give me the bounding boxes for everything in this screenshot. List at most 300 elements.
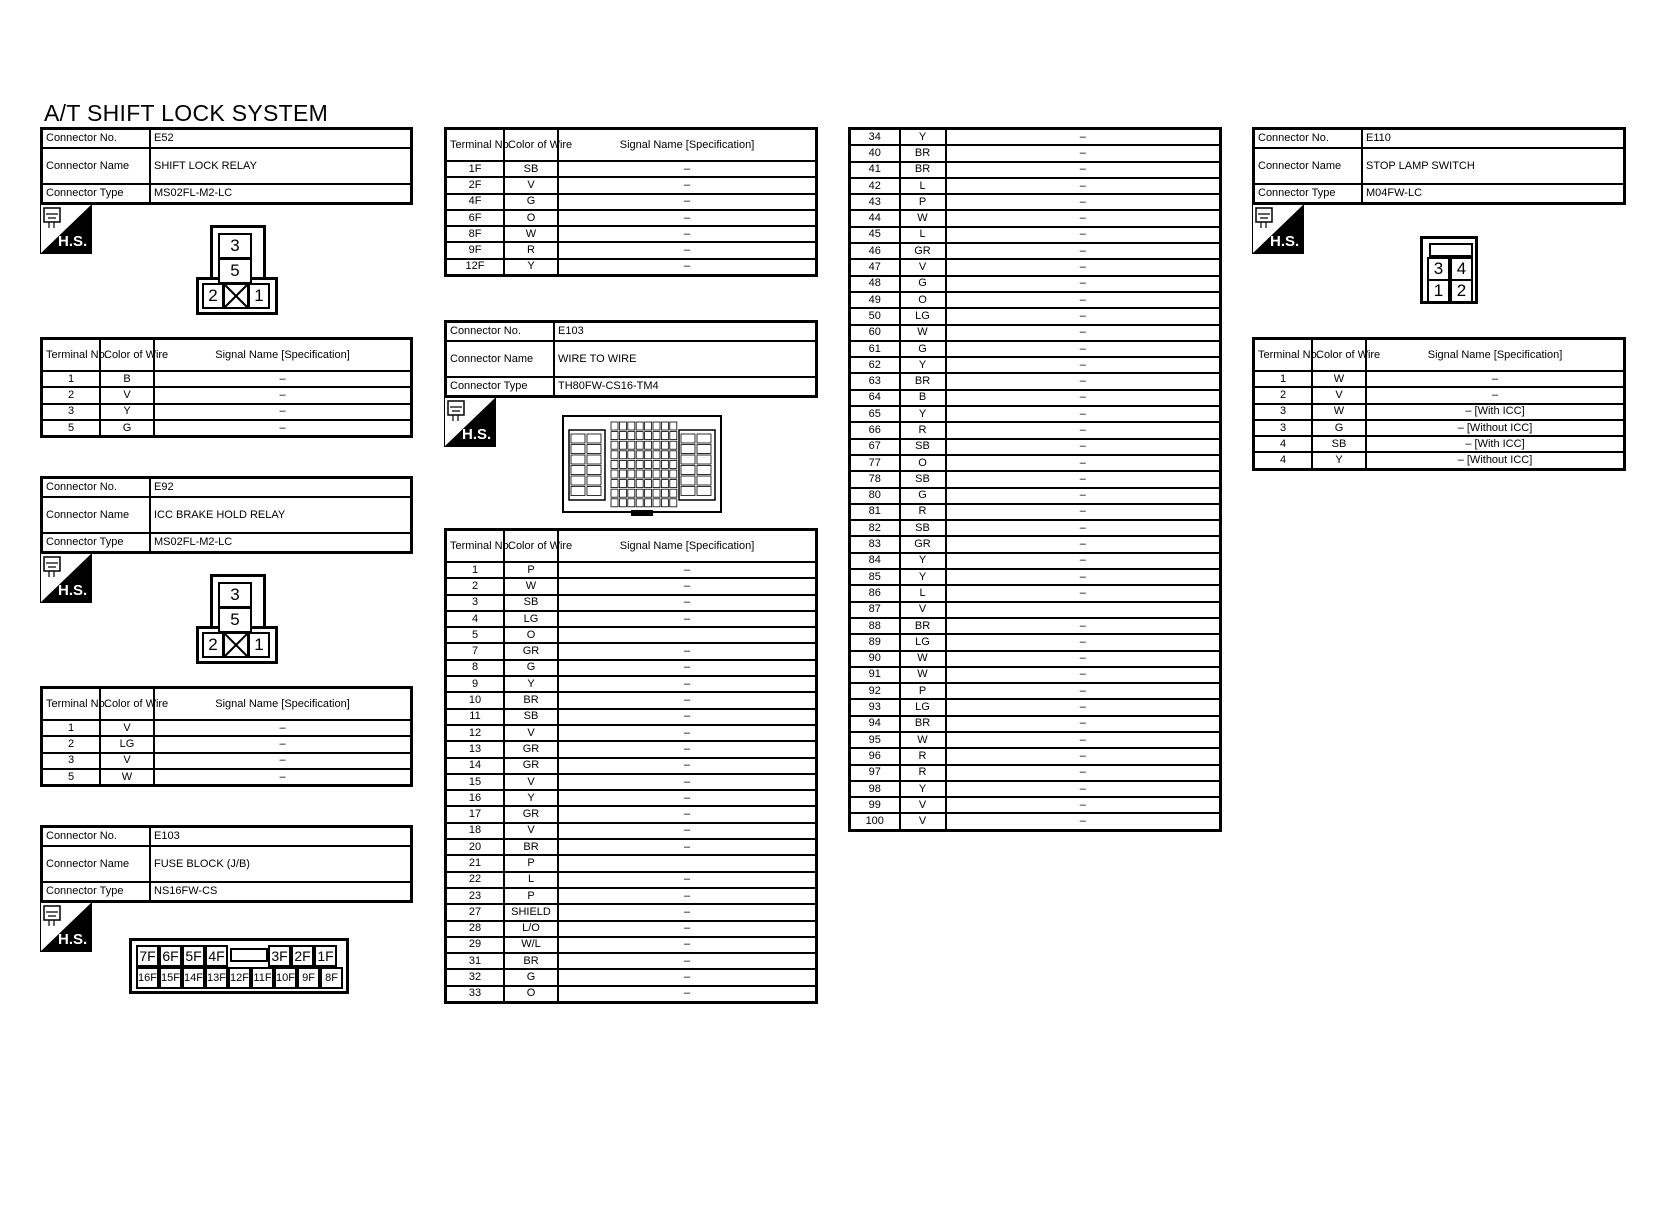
wire-color-cell: V [504, 823, 558, 839]
table-row [850, 145, 1221, 161]
table-row [42, 753, 412, 769]
wire-color-cell: W [900, 732, 946, 748]
label-connector-name: Connector Name [42, 846, 151, 882]
signal-name-cell: – [558, 937, 817, 953]
terminal-no-cell: 1F [446, 161, 505, 177]
signal-name-cell: – [946, 373, 1221, 389]
table-row [42, 387, 412, 403]
e103-wire-terminal-table-2 [848, 127, 1222, 832]
fuse-pin-label: 10F [274, 967, 297, 989]
signal-name-cell: – [946, 422, 1221, 438]
connector-no-value: E110 [1362, 129, 1625, 149]
terminal-no-cell: 92 [850, 683, 900, 699]
label-connector-type: Connector Type [42, 533, 151, 553]
terminal-no-cell: 15 [446, 774, 505, 790]
terminal-no-cell: 2 [42, 736, 101, 752]
wire-color-cell: O [504, 986, 558, 1003]
table-row [1254, 371, 1625, 387]
wire-color-cell: V [100, 753, 154, 769]
fuse-pin-label: 12F [228, 967, 251, 989]
connector-cavity [628, 489, 635, 497]
signal-name-cell: – [1366, 387, 1625, 403]
wire-color-cell: GR [504, 741, 558, 757]
terminal-no-cell: 1 [42, 720, 101, 736]
connector-cavity [681, 466, 695, 475]
signal-name-cell: – [With ICC] [1366, 404, 1625, 420]
col-color-of-wire: Color of Wire [504, 129, 558, 162]
connector-cavity [670, 489, 677, 497]
terminal-no-cell: 9F [446, 242, 505, 258]
wire-color-cell: BR [900, 716, 946, 732]
wire-color-cell: O [900, 292, 946, 308]
page-title: A/T SHIFT LOCK SYSTEM [44, 100, 329, 126]
table-row [446, 611, 817, 627]
connector-cavity [636, 489, 643, 497]
col-signal-name: Signal Name [Specification] [1366, 339, 1625, 372]
table-row [850, 667, 1221, 683]
table-row [446, 595, 817, 611]
wire-color-cell: P [504, 562, 558, 578]
table-row [42, 371, 412, 387]
wire-color-cell: R [900, 504, 946, 520]
signal-name-cell: – [946, 390, 1221, 406]
harness-side-icon [444, 397, 496, 447]
table-row [850, 406, 1221, 422]
wire-color-cell: L [900, 585, 946, 601]
wire-color-cell: Y [900, 406, 946, 422]
connector-cavity [636, 422, 643, 430]
connector-cavity [619, 451, 626, 459]
pin-label: 5 [218, 258, 252, 284]
connector-e103-wire-info [444, 320, 818, 398]
table-row [1254, 452, 1625, 469]
connector-cavity [571, 476, 585, 485]
label-connector-type: Connector Type [42, 882, 151, 902]
wire-color-cell: Y [900, 553, 946, 569]
label-connector-name: Connector Name [446, 341, 555, 377]
connector-cavity [661, 470, 668, 478]
hs-label: H.S. [58, 582, 88, 599]
col-terminal-no: Terminal No. [446, 530, 505, 563]
terminal-no-cell: 4 [1254, 452, 1313, 469]
table-row [1254, 436, 1625, 452]
signal-name-cell: – [558, 790, 817, 806]
terminal-no-cell: 5 [42, 420, 101, 437]
wire-color-cell: P [900, 194, 946, 210]
connector-cavity [670, 441, 677, 449]
wire-color-cell: W [504, 226, 558, 242]
label-connector-name: Connector Name [42, 497, 151, 533]
wire-color-cell: GR [504, 643, 558, 659]
wire-color-cell: Y [504, 790, 558, 806]
signal-name-cell: – [946, 210, 1221, 226]
connector-cavity [653, 441, 660, 449]
signal-name-cell: – [154, 736, 412, 752]
connector-cavity [653, 470, 660, 478]
table-row [850, 341, 1221, 357]
connector-cavity [681, 476, 695, 485]
fuse-pin-label: 3F [268, 945, 291, 967]
table-row [446, 839, 817, 855]
wire-color-cell: Y [504, 259, 558, 276]
fuse-pin-label: 7F [136, 945, 159, 967]
wire-color-cell: G [504, 969, 558, 985]
label-connector-no: Connector No. [446, 322, 555, 342]
signal-name-cell: – [558, 660, 817, 676]
wire-color-cell: SB [900, 471, 946, 487]
table-row [42, 769, 412, 786]
signal-name-cell: – [558, 259, 817, 276]
terminal-no-cell: 13 [446, 741, 505, 757]
wire-color-cell: L [900, 178, 946, 194]
connector-cavity [645, 470, 652, 478]
wire-color-cell: Y [900, 781, 946, 797]
wire-color-cell: B [900, 390, 946, 406]
signal-name-cell: – [154, 371, 412, 387]
fuse-pin-label: 2F [291, 945, 314, 967]
signal-name-cell: – [1366, 371, 1625, 387]
wire-color-cell: Y [900, 357, 946, 373]
table-row [850, 357, 1221, 373]
terminal-no-cell: 41 [850, 162, 900, 178]
connector-cavity [611, 432, 618, 440]
connector-cavity [661, 451, 668, 459]
signal-name-cell: – [558, 904, 817, 920]
connector-cavity [587, 445, 601, 454]
connector-e92-info [40, 476, 413, 554]
signal-name-cell: – [558, 823, 817, 839]
fuse-pin-label: 16F [136, 967, 159, 989]
terminal-no-cell: 6F [446, 210, 505, 226]
e52-terminal-table [40, 337, 413, 438]
table-row [850, 276, 1221, 292]
table-row [446, 226, 817, 242]
table-row [850, 325, 1221, 341]
connector-cavity [619, 432, 626, 440]
table-row [446, 888, 817, 904]
table-row [446, 259, 817, 276]
terminal-no-cell: 17 [446, 806, 505, 822]
e92-terminal-table [40, 686, 413, 787]
terminal-no-cell: 65 [850, 406, 900, 422]
connector-cavity [587, 455, 601, 464]
connector-cavity [645, 451, 652, 459]
connector-cavity [645, 499, 652, 507]
harness-side-icon [1252, 204, 1304, 254]
wire-color-cell: GR [504, 758, 558, 774]
col-signal-name: Signal Name [Specification] [154, 339, 412, 372]
connector-type-value: MS02FL-M2-LC [150, 184, 412, 204]
wire-color-cell: L [504, 872, 558, 888]
fuse-pin-label: 9F [297, 967, 320, 989]
terminal-no-cell: 95 [850, 732, 900, 748]
terminal-no-cell: 5 [42, 769, 101, 786]
wire-color-cell: V [100, 387, 154, 403]
table-row [42, 736, 412, 752]
signal-name-cell: – [558, 872, 817, 888]
table-row [850, 797, 1221, 813]
table-row [446, 676, 817, 692]
connector-cavity [653, 489, 660, 497]
table-row [850, 243, 1221, 259]
table-row [850, 813, 1221, 830]
connector-cavity [611, 460, 618, 468]
wire-color-cell: O [900, 455, 946, 471]
signal-name-cell: – [946, 667, 1221, 683]
terminal-no-cell: 8F [446, 226, 505, 242]
connector-cavity [697, 466, 711, 475]
signal-name-cell: – [558, 806, 817, 822]
fuse-pin-label: 1F [314, 945, 337, 967]
e103-wire-connector-diagram [561, 414, 723, 516]
signal-name-cell: – [946, 162, 1221, 178]
signal-name-cell: – [946, 292, 1221, 308]
table-row [850, 390, 1221, 406]
wire-color-cell: O [504, 210, 558, 226]
connector-cavity [628, 480, 635, 488]
terminal-no-cell: 21 [446, 855, 505, 871]
connector-type-value: TH80FW-CS16-TM4 [554, 377, 817, 397]
connector-cavity [628, 422, 635, 430]
table-row [446, 627, 817, 643]
signal-name-cell: – [558, 226, 817, 242]
wire-color-cell: W [504, 578, 558, 594]
terminal-no-cell: 29 [446, 937, 505, 953]
connector-cavity [571, 434, 585, 443]
wire-color-cell: B [100, 371, 154, 387]
terminal-no-cell: 5 [446, 627, 505, 643]
connector-cavity [636, 470, 643, 478]
pin-label: 2 [202, 283, 224, 309]
table-row [850, 259, 1221, 275]
connector-cavity [645, 460, 652, 468]
table-row [850, 699, 1221, 715]
signal-name-cell: – [558, 210, 817, 226]
terminal-no-cell: 12F [446, 259, 505, 276]
table-row [850, 520, 1221, 536]
terminal-no-cell: 1 [446, 562, 505, 578]
wire-color-cell: P [504, 855, 558, 871]
table-row [446, 210, 817, 226]
terminal-no-cell: 83 [850, 536, 900, 552]
fuse-key-slot [230, 948, 268, 962]
connector-cavity [611, 422, 618, 430]
hs-label: H.S. [462, 426, 492, 443]
label-connector-type: Connector Type [1254, 184, 1363, 204]
connector-cavity [619, 480, 626, 488]
terminal-no-cell: 94 [850, 716, 900, 732]
table-row [446, 161, 817, 177]
connector-cavity [661, 480, 668, 488]
connector-cavity [619, 441, 626, 449]
signal-name-cell: – [946, 488, 1221, 504]
connector-cavity [611, 451, 618, 459]
table-row [850, 748, 1221, 764]
fuse-pin-label: 11F [251, 967, 274, 989]
table-row [446, 969, 817, 985]
terminal-no-cell: 48 [850, 276, 900, 292]
connector-type-value: M04FW-LC [1362, 184, 1625, 204]
label-connector-no: Connector No. [42, 129, 151, 149]
signal-name-cell: – [154, 420, 412, 437]
table-row [446, 986, 817, 1003]
terminal-no-cell: 77 [850, 455, 900, 471]
table-row [446, 823, 817, 839]
wire-color-cell: G [900, 341, 946, 357]
harness-side-icon [40, 204, 92, 254]
signal-name-cell: – [946, 553, 1221, 569]
connector-cavity [661, 489, 668, 497]
terminal-no-cell: 88 [850, 618, 900, 634]
connector-e103-fuse-info [40, 825, 413, 903]
table-row [446, 904, 817, 920]
terminal-no-cell: 87 [850, 602, 900, 618]
signal-name-cell: – [946, 765, 1221, 781]
signal-name-cell: – [Without ICC] [1366, 420, 1625, 436]
label-connector-name: Connector Name [42, 148, 151, 184]
connector-cavity [653, 451, 660, 459]
wire-color-cell: G [100, 420, 154, 437]
connector-cavity [636, 451, 643, 459]
pin-label: 1 [248, 632, 270, 658]
connector-e110-info [1252, 127, 1626, 205]
signal-name-cell: – [558, 953, 817, 969]
signal-name-cell: – [946, 145, 1221, 161]
wire-color-cell: P [504, 888, 558, 904]
connector-cavity [653, 460, 660, 468]
wire-color-cell: BR [504, 839, 558, 855]
connector-cavity [571, 455, 585, 464]
signal-name-cell: – [946, 536, 1221, 552]
terminal-no-cell: 43 [850, 194, 900, 210]
signal-name-cell: – [558, 161, 817, 177]
connector-cavity [611, 480, 618, 488]
col-signal-name: Signal Name [Specification] [558, 129, 817, 162]
fuse-pin-label: 14F [182, 967, 205, 989]
signal-name-cell: – [558, 921, 817, 937]
connector-name-value: SHIFT LOCK RELAY [150, 148, 412, 184]
terminal-no-cell: 31 [446, 953, 505, 969]
connector-type-value: NS16FW-CS [150, 882, 412, 902]
terminal-no-cell: 20 [446, 839, 505, 855]
signal-name-cell: – [154, 387, 412, 403]
wire-color-cell: G [900, 276, 946, 292]
terminal-no-cell: 63 [850, 373, 900, 389]
wire-color-cell: LG [900, 308, 946, 324]
connector-cavity [619, 499, 626, 507]
connector-cavity [681, 434, 695, 443]
signal-name-cell: – [946, 585, 1221, 601]
signal-name-cell: – [946, 439, 1221, 455]
signal-name-cell: – [558, 177, 817, 193]
wire-color-cell: W [1312, 371, 1366, 387]
terminal-no-cell: 8 [446, 660, 505, 676]
table-row [446, 242, 817, 258]
terminal-no-cell: 3 [446, 595, 505, 611]
table-row [1254, 404, 1625, 420]
wire-color-cell: Y [900, 569, 946, 585]
signal-name-cell [558, 627, 817, 643]
wire-color-cell: V [100, 720, 154, 736]
signal-name-cell: – [946, 716, 1221, 732]
wire-color-cell: SHIELD [504, 904, 558, 920]
terminal-no-cell: 86 [850, 585, 900, 601]
terminal-no-cell: 78 [850, 471, 900, 487]
connector-cavity [628, 499, 635, 507]
fuse-pin-label: 5F [182, 945, 205, 967]
e103-fuse-connector-diagram [129, 938, 349, 994]
table-row [850, 292, 1221, 308]
fuse-pin-label: 8F [320, 967, 343, 989]
signal-name-cell: – [558, 242, 817, 258]
connector-cavity [645, 441, 652, 449]
wire-color-cell: GR [504, 806, 558, 822]
wire-color-cell: V [1312, 387, 1366, 403]
label-connector-no: Connector No. [1254, 129, 1363, 149]
wire-color-cell: W [900, 667, 946, 683]
terminal-no-cell: 3 [42, 404, 101, 420]
terminal-no-cell: 66 [850, 422, 900, 438]
wire-color-cell: SB [504, 595, 558, 611]
connector-cavity [670, 451, 677, 459]
table-row [446, 741, 817, 757]
e110-terminal-table [1252, 337, 1626, 471]
table-row [42, 720, 412, 736]
table-row [446, 806, 817, 822]
signal-name-cell: – [558, 758, 817, 774]
terminal-no-cell: 11 [446, 709, 505, 725]
wire-color-cell: Y [1312, 452, 1366, 469]
signal-name-cell: – [946, 634, 1221, 650]
connector-cavity [571, 466, 585, 475]
terminal-no-cell: 2 [1254, 387, 1313, 403]
connector-cavity [661, 441, 668, 449]
signal-name-cell: – [With ICC] [1366, 436, 1625, 452]
table-row [850, 536, 1221, 552]
connector-cavity [587, 476, 601, 485]
col-color-of-wire: Color of Wire [100, 688, 154, 721]
terminal-no-cell: 67 [850, 439, 900, 455]
connector-name-value: ICC BRAKE HOLD RELAY [150, 497, 412, 533]
wire-color-cell: GR [900, 243, 946, 259]
table-row [850, 569, 1221, 585]
table-row [850, 210, 1221, 226]
connector-cavity [571, 487, 585, 496]
terminal-no-cell: 4 [446, 611, 505, 627]
signal-name-cell: – [946, 651, 1221, 667]
terminal-no-cell: 46 [850, 243, 900, 259]
pin-label: 1 [248, 283, 270, 309]
pin-label: 3 [218, 582, 252, 608]
wire-color-cell: BR [900, 618, 946, 634]
wire-color-cell: V [504, 177, 558, 193]
fuse-pin-label: 6F [159, 945, 182, 967]
wire-color-cell: W/L [504, 937, 558, 953]
terminal-no-cell: 97 [850, 765, 900, 781]
terminal-no-cell: 98 [850, 781, 900, 797]
connector-cavity [645, 480, 652, 488]
terminal-no-cell: 12 [446, 725, 505, 741]
terminal-no-cell: 2 [42, 387, 101, 403]
connector-no-value: E52 [150, 129, 412, 149]
fuse-pin-label: 15F [159, 967, 182, 989]
terminal-no-cell: 32 [446, 969, 505, 985]
harness-side-icon [40, 553, 92, 603]
signal-name-cell: – [946, 471, 1221, 487]
fuse-pin-label: 13F [205, 967, 228, 989]
signal-name-cell: – [558, 611, 817, 627]
wire-color-cell: SB [504, 161, 558, 177]
